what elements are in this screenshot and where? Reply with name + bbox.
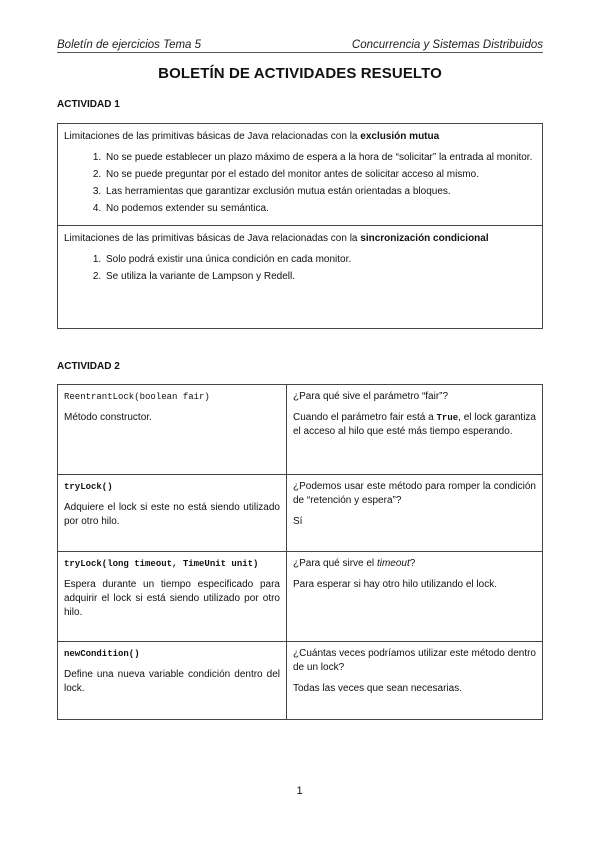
question-cell xyxy=(287,475,543,552)
method-cell xyxy=(58,475,287,552)
conditional-sync-section xyxy=(58,225,542,293)
method-description: Adquiere el lock si este no está siendo utilizado por otro hilo. xyxy=(64,502,280,528)
section-intro xyxy=(64,232,536,246)
intro-bold-text: exclusión mutua xyxy=(360,131,440,142)
limitations-list xyxy=(64,253,536,284)
answer-code: True xyxy=(436,413,459,423)
answer-part: Cuando el parámetro fair está a xyxy=(293,412,437,423)
table-row xyxy=(58,641,543,719)
activity1-heading: ACTIVIDAD 1 xyxy=(57,99,120,110)
method-signature: ReentrantLock(boolean fair) xyxy=(64,392,210,402)
section-intro xyxy=(64,130,536,144)
limitations-list xyxy=(64,151,536,216)
list-item: 1. Solo podrá existir una única condición en cada monitor. xyxy=(104,253,536,267)
question-text xyxy=(293,557,536,571)
method-cell xyxy=(58,385,287,475)
answer-part: , el lock garantiza el acceso al hilo que esté más tiempo esperando. xyxy=(293,412,536,437)
question-cell xyxy=(287,385,543,475)
intro-text: Limitaciones de las primitivas básicas de Java relacionadas con la xyxy=(64,233,361,244)
question-cell xyxy=(287,641,543,719)
question-part: ? xyxy=(409,558,416,570)
method-cell xyxy=(58,641,287,719)
page-header xyxy=(57,37,543,53)
method-cell xyxy=(58,552,287,641)
answer-text: Sí xyxy=(293,516,303,528)
method-signature: tryLock() xyxy=(64,482,113,493)
header-left-text: Boletín de ejercicios Tema 5 xyxy=(57,39,202,51)
method-signature: tryLock(long timeout, TimeUnit unit) xyxy=(64,559,259,570)
method-signature: newCondition() xyxy=(64,648,140,659)
document-title: BOLETÍN DE ACTIVIDADES RESUELTO xyxy=(158,65,442,82)
question-text: ¿Cuántas veces podríamos utilizar este método dentro de un lock? xyxy=(293,647,536,673)
list-item: 3. Las herramientas que garantizar exclusión mutua están orientadas a bloques. xyxy=(104,185,536,199)
table-row xyxy=(58,552,543,641)
question-text: ¿Podemos usar este método para romper la condición de “retención y espera”? xyxy=(293,481,536,507)
method-description: Método constructor. xyxy=(64,412,152,423)
question-part: ¿Para qué sirve el xyxy=(293,558,377,570)
header-right-text: Concurrencia y Sistemas Distribuidos xyxy=(351,39,543,51)
activity2-heading: ACTIVIDAD 2 xyxy=(57,361,120,372)
table-row xyxy=(58,385,543,475)
question-cell xyxy=(287,552,543,641)
list-item: 2. Se utiliza la variante de Lampson y Redell. xyxy=(104,270,536,284)
intro-bold-text: sincronización condicional xyxy=(360,233,489,244)
list-item: 1. No se puede establecer un plazo máximo de espera a la hora de “solicitar” la entrada al monitor. xyxy=(104,151,536,165)
mutual-exclusion-section xyxy=(58,124,542,225)
intro-text: Limitaciones de las primitivas básicas de Java relacionadas con la xyxy=(64,131,361,142)
answer-text: Para esperar si hay otro hilo utilizando el lock. xyxy=(293,579,497,591)
table-row xyxy=(58,475,543,552)
list-item: 2. No se puede preguntar por el estado del monitor antes de solicitar acceso al mismo. xyxy=(104,168,536,182)
method-description: Espera durante un tiempo especificado para adquirir el lock si está siendo utilizado por otro hilo. xyxy=(64,579,280,619)
activity2-table xyxy=(57,384,543,720)
answer-text: Todas las veces que sean necesarias. xyxy=(293,682,462,694)
method-description: Define una nueva variable condición dentro del lock. xyxy=(64,668,280,694)
activity1-box xyxy=(57,123,543,329)
answer-text xyxy=(293,411,536,439)
page-number: 1 xyxy=(296,785,303,797)
question-emphasis: timeout xyxy=(376,558,410,570)
question-text: ¿Para qué sive el parámetro “fair”? xyxy=(293,391,449,402)
list-item: 4. No podemos extender su semántica. xyxy=(104,202,536,216)
